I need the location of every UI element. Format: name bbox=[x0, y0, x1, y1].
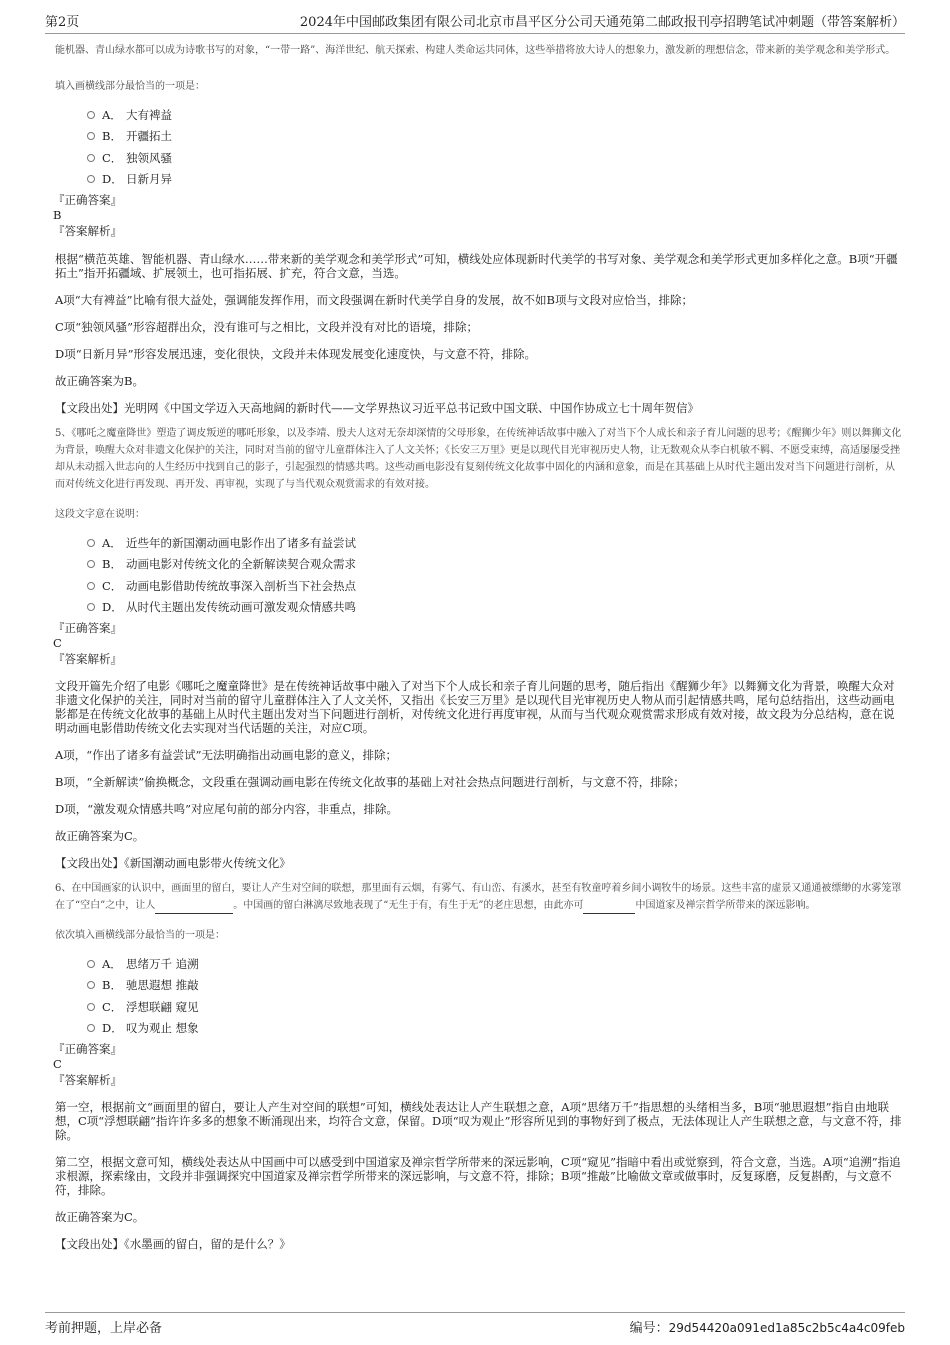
q4-analysis-3: C项“独领风骚”形容超群出众，没有谁可与之相比，文段并没有对比的语境，排除； bbox=[55, 320, 479, 334]
q5-lead: 这段文字意在说明： bbox=[55, 509, 145, 520]
q6-blank-2[interactable] bbox=[583, 902, 635, 914]
radio-icon[interactable] bbox=[87, 111, 95, 119]
option-letter: A． bbox=[102, 107, 122, 122]
q4-answer: B bbox=[53, 208, 62, 222]
q4-option-c[interactable] bbox=[87, 147, 902, 169]
radio-icon[interactable] bbox=[87, 1003, 95, 1011]
q5-options bbox=[87, 532, 902, 618]
q6-source: 【文段出处】《水墨画的留白，留的是什么？》 bbox=[55, 1237, 291, 1251]
q6-answer-label: 『正确答案』 bbox=[53, 1042, 122, 1056]
q4-answer-label: 『正确答案』 bbox=[53, 193, 122, 207]
q6-option-c[interactable] bbox=[87, 996, 902, 1018]
page-header bbox=[45, 12, 905, 34]
q5-analysis-1: 文段开篇先介绍了电影《哪吒之魔童降世》是在传统神话故事中融入了对当下个人成长和亲子育儿问题的思考，随后指出《醒狮少年》以舞狮文化为背景，唤醒大众对非遗文化保护的关注，同时对当前的留守儿童群体注入了人文关怀，又指出《长安三万里》是以现代目光审视历史人物从而引起情感共鸣，尾句总结指出，这些动画电影都是在传统文化故事的基础上从时代主题出发对当下问题进行剖析，对传统文化进行再度审视，从而与当代观众观赏需求形成有效对接，故文段为分总结构，意在说明动画电影借助传统文化去实现对当代话题的关注，对应C项。 bbox=[55, 679, 895, 735]
option-letter: A． bbox=[102, 535, 122, 550]
q4-analysis-label: 『答案解析』 bbox=[53, 224, 122, 238]
radio-icon[interactable] bbox=[87, 560, 95, 568]
option-letter: D． bbox=[102, 1021, 123, 1036]
radio-icon[interactable] bbox=[87, 1024, 95, 1032]
option-letter: A． bbox=[102, 956, 122, 971]
document-body bbox=[55, 40, 902, 1251]
q5-analysis-2: A项，“作出了诸多有益尝试”无法明确指出动画电影的意义，排除； bbox=[55, 748, 398, 762]
option-letter: D． bbox=[102, 600, 123, 615]
q6-lead: 依次填入画横线部分最恰当的一项是： bbox=[55, 930, 225, 941]
q5-analysis-4: D项，“激发观众情感共鸣”对应尾句前的部分内容，非重点，排除。 bbox=[55, 802, 398, 816]
option-text: 大有裨益 bbox=[126, 107, 172, 122]
option-letter: C． bbox=[102, 150, 123, 165]
q5-option-a[interactable] bbox=[87, 532, 902, 554]
footer-slogan: 考前押题，上岸必备 bbox=[45, 1321, 163, 1336]
q4-source: 【文段出处】光明网《中国文学迈入天高地阔的新时代——文学界热议习近平总书记致中国文联、中国作协成立七十周年贺信》 bbox=[55, 401, 699, 415]
radio-icon[interactable] bbox=[87, 582, 95, 590]
option-letter: C． bbox=[102, 999, 123, 1014]
document-title: 2024年中国邮政集团有限公司北京市昌平区分公司天通苑第二邮政报刊亭招聘笔试冲刺题（带答案解析） bbox=[299, 15, 905, 30]
q4-options bbox=[87, 104, 902, 190]
option-text: 独领风骚 bbox=[126, 150, 172, 165]
q4-lead: 填入画横线部分最恰当的一项是： bbox=[55, 81, 205, 92]
option-text: 从时代主题出发传统动画可激发观众情感共鸣 bbox=[126, 600, 356, 615]
q6-passage-part-2: 。中国画的留白淋漓尽致地表现了“无生于有，有生于无”的老庄思想，由此亦可 bbox=[233, 900, 584, 911]
q5-option-d[interactable] bbox=[87, 597, 902, 619]
option-text: 日新月异 bbox=[126, 172, 172, 187]
q4-option-a[interactable] bbox=[87, 104, 902, 126]
radio-icon[interactable] bbox=[87, 175, 95, 183]
q5-passage: 5、《哪吒之魔童降世》塑造了调皮叛逆的哪吒形象，以及李靖、殷夫人这对无奈却深情的父母形象，在传统神话故事中融入了对当下个人成长和亲子育儿问题的思考；《醒狮少年》则以舞狮文化为背景，唤醒大众对非遗文化保护的关注，同时对当前的留守儿童群体注入了人文关怀；《长安三万里》更是以现代目光审视历史人物，让无数观众从李白机敏不羁、不愿受束缚，高适屡屡受挫却从未动摇入世志向的人生经历中找到自己的影子，引起强烈的情感共鸣。这些动画电影没有复刻传统文化故事中固化的内涵和意象，而是在其基础上从时代主题出发对当下问题进行剖析，从而对传统文化进行再发现、再开发、再审视，实现了与当代观众观赏需求的有效对接。 bbox=[55, 428, 902, 490]
q5-analysis-label: 『答案解析』 bbox=[53, 652, 122, 666]
q4-analysis-5: 故正确答案为B。 bbox=[55, 374, 144, 388]
q4-analysis-4: D项“日新月异”形容发展迅速，变化很快，文段并未体现发展变化速度快，与文意不符，排除。 bbox=[55, 347, 536, 361]
option-letter: C． bbox=[102, 578, 123, 593]
radio-icon[interactable] bbox=[87, 981, 95, 989]
q5-analysis-5: 故正确答案为C。 bbox=[55, 829, 145, 843]
option-text: 驰思遐想 推敲 bbox=[126, 978, 199, 993]
q6-passage bbox=[55, 880, 902, 914]
q5-answer: C bbox=[53, 636, 62, 650]
q6-option-a[interactable] bbox=[87, 953, 902, 975]
q6-passage-part-1: 6、在中国画家的认识中，画面里的留白，要让人产生对空间的联想，那里面有云烟，有雾气、有山峦、有溪水，甚至有牧童哼着乡间小调牧牛的场景。这些丰富的虚景又通通被缥缈的水雾笼罩在了“空白”之中，让人 bbox=[55, 883, 902, 911]
q6-option-d[interactable] bbox=[87, 1018, 902, 1040]
q6-analysis-1: 第一空，根据前文“画面里的留白，要让人产生对空间的联想”可知，横线处表达让人产生联想之意，A项“思绪万千”指思想的头绪相当多，B项“驰思遐想”指自由地联想，C项“浮想联翩”指许许多多的想象不断涌现出来，均符合文意，保留。D项“叹为观止”形容所见到的事物好到了极点，无法体现让人产生联想之意，与文意不符，排除。 bbox=[55, 1100, 902, 1142]
document-id-label: 编号： bbox=[629, 1321, 669, 1336]
q4-analysis-2: A项“大有裨益”比喻有很大益处，强调能发挥作用，而文段强调在新时代美学自身的发展，故不如B项与文段对应恰当，排除； bbox=[55, 293, 694, 307]
q5-option-b[interactable] bbox=[87, 554, 902, 576]
q4-option-d[interactable] bbox=[87, 169, 902, 191]
q6-option-b[interactable] bbox=[87, 975, 902, 997]
q6-analysis-label: 『答案解析』 bbox=[53, 1073, 122, 1087]
document-id-code: 29d54420a091ed1a85c2b5c4a4c09feb bbox=[668, 1321, 905, 1335]
q5-source: 【文段出处】《新国潮动画电影带火传统文化》 bbox=[55, 856, 291, 870]
q6-passage-part-3: 中国道家及禅宗哲学所带来的深远影响。 bbox=[635, 900, 816, 911]
q6-answer: C bbox=[53, 1057, 62, 1071]
option-text: 叹为观止 想象 bbox=[126, 1021, 199, 1036]
q5-option-c[interactable] bbox=[87, 575, 902, 597]
option-letter: D． bbox=[102, 172, 123, 187]
page-footer bbox=[45, 1312, 905, 1336]
page-number: 第2页 bbox=[45, 15, 80, 30]
radio-icon[interactable] bbox=[87, 154, 95, 162]
option-text: 动画电影对传统文化的全新解读契合观众需求 bbox=[126, 557, 356, 572]
q4-analysis-1: 根据“横范英雄、智能机器、青山绿水……带来新的美学观念和美学形式”可知，横线处应体现新时代美学的书写对象、美学观念和美学形式更加多样化之意。B项“开疆拓土”指开拓疆域、扩展领土，也可指拓展、扩充，符合文意，当选。 bbox=[55, 252, 898, 280]
radio-icon[interactable] bbox=[87, 132, 95, 140]
q6-analysis-2: 第二空，根据文意可知，横线处表达从中国画中可以感受到中国道家及禅宗哲学所带来的深远影响，C项“窥见”指暗中看出或觉察到，符合文意，当选。A项“追溯”指追求根源，探索缘由，文段并非强调探究中国道家及禅宗哲学所带来的深远影响，与文意不符，排除；B项“推敲”比喻做文章或做事时，反复琢磨，反复斟酌，与文意不符，排除。 bbox=[55, 1155, 901, 1197]
q5-answer-label: 『正确答案』 bbox=[53, 621, 122, 635]
q6-analysis-3: 故正确答案为C。 bbox=[55, 1210, 145, 1224]
option-letter: B． bbox=[102, 978, 122, 993]
radio-icon[interactable] bbox=[87, 539, 95, 547]
radio-icon[interactable] bbox=[87, 603, 95, 611]
q6-options bbox=[87, 953, 902, 1039]
option-text: 思绪万千 追溯 bbox=[126, 956, 199, 971]
option-letter: B． bbox=[102, 557, 122, 572]
option-letter: B． bbox=[102, 129, 122, 144]
q6-blank-1[interactable] bbox=[155, 902, 233, 914]
q4-option-b[interactable] bbox=[87, 126, 902, 148]
option-text: 近些年的新国潮动画电影作出了诸多有益尝试 bbox=[126, 535, 356, 550]
q4-passage-tail: 能机器、青山绿水都可以成为诗歌书写的对象，“一带一路”、海洋世纪、航天探索、构建人类命运共同体，这些举措将放大诗人的想象力，激发新的理想信念，带来新的美学观念和美学形式。 bbox=[55, 45, 896, 56]
option-text: 开疆拓土 bbox=[126, 129, 172, 144]
q5-analysis-3: B项，“全新解读”偷换概念，文段重在强调动画电影在传统文化故事的基础上对社会热点问题进行剖析，与文意不符，排除； bbox=[55, 775, 685, 789]
radio-icon[interactable] bbox=[87, 960, 95, 968]
option-text: 动画电影借助传统故事深入剖析当下社会热点 bbox=[126, 578, 356, 593]
document-id bbox=[630, 1317, 905, 1336]
option-text: 浮想联翩 窥见 bbox=[126, 999, 199, 1014]
